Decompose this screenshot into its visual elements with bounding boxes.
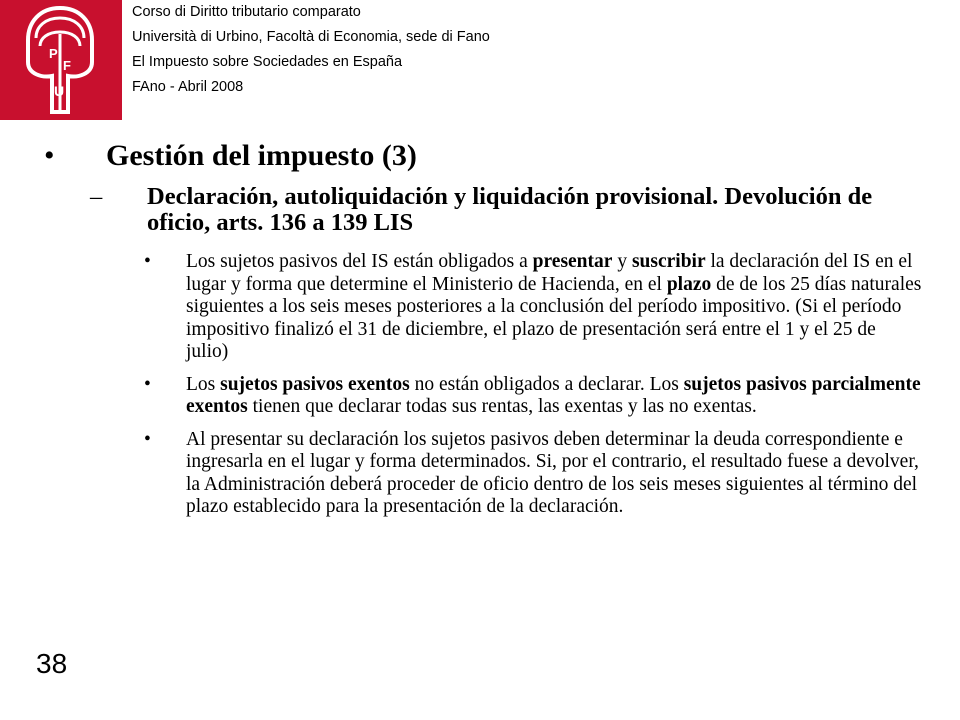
bold-term: sujetos pasivos parcialmente exentos xyxy=(186,373,921,417)
bold-term: sujetos pasivos exentos xyxy=(220,373,410,395)
header-line-university: Università di Urbino, Facoltà di Economia, sede di Fano xyxy=(132,29,490,45)
bold-term: plazo xyxy=(666,273,712,295)
subheading-dash: – xyxy=(90,183,103,210)
bullet-dot: • xyxy=(144,251,151,272)
bold-term: suscribir xyxy=(631,251,706,272)
bullet-item xyxy=(142,429,922,519)
logo-letter-f: F xyxy=(63,58,71,73)
university-logo xyxy=(0,0,122,120)
bullet-list xyxy=(142,251,922,529)
bullet-item xyxy=(142,251,922,364)
course-header xyxy=(132,0,490,100)
bullet-text: Los xyxy=(186,373,221,395)
bullet-text: Los sujetos pasivos del IS están obligados a xyxy=(186,251,533,272)
bullet-item xyxy=(142,374,922,419)
subheading xyxy=(90,184,930,236)
bullet-text: y xyxy=(612,251,632,272)
slide-title xyxy=(44,138,417,174)
logo-letter-p: P xyxy=(49,46,58,61)
title-bullet: • xyxy=(44,139,55,172)
logo-letter-u: U xyxy=(54,83,65,99)
bullet-text: la declaración del IS en el lugar y forma que determine el Ministerio de Hacienda, en el xyxy=(186,251,913,295)
bullet-text: de de los 25 días naturales siguientes a los seis meses posteriores a la conclusión del período impositivo. (Si el período impositivo finalizó el 31 de diciembre, el plazo de presentación será entre el 1 y el 25 de julio) xyxy=(186,273,922,362)
header-line-date: FAno - Abril 2008 xyxy=(132,79,244,95)
title-text: Gestión del impuesto (3) xyxy=(106,139,417,172)
bold-term: presentar xyxy=(532,251,613,272)
university-seal-icon xyxy=(0,0,122,120)
bullet-text: tienen que declarar todas sus rentas, las exentas y las no exentas. xyxy=(247,396,757,417)
bullet-text: Al presentar su declaración los sujetos pasivos deben determinar la deuda correspondiente e ingresarla en el lugar y forma determinados. Si, por el contrario, el resultado fuese a devolver, la Administración deberá proceder de oficio dentro de los seis meses siguientes al término del plazo establecido para la presentación de la declaración. xyxy=(186,428,919,517)
header-line-topic: El Impuesto sobre Sociedades en España xyxy=(132,54,403,70)
header-line-course: Corso di Diritto tributario comparato xyxy=(132,4,361,20)
bullet-dot: • xyxy=(144,373,151,395)
bullet-dot: • xyxy=(144,428,151,450)
subheading-text: Declaración, autoliquidación y liquidación provisional. Devolución de oficio, arts. 136 a 139 LIS xyxy=(147,183,873,236)
bullet-text: no están obligados a declarar. Los xyxy=(409,373,684,395)
page-number: 38 xyxy=(36,648,68,679)
